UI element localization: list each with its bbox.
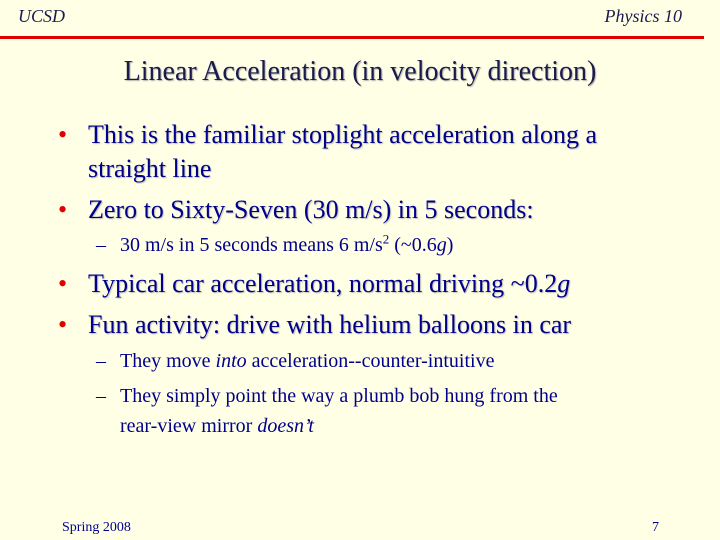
bullet-text: This is the familiar stoplight acceleration along a (88, 120, 598, 149)
subject-label: Physics 10 (604, 6, 682, 26)
dash-marker: – (96, 385, 106, 407)
slide-number: 7 (652, 520, 659, 535)
bullet-text: Zero to Sixty-Seven (30 m/s) in 5 seconds: (88, 195, 534, 224)
sub-bullet-text: 30 m/s in 5 seconds means 6 $m/s^2$ (~0.6g) (120, 231, 454, 256)
sub-bullet-text: They simply point the way a plumb bob hung from the (120, 385, 558, 407)
sub-bullet-text: rear-view mirror doesn’t (120, 415, 314, 437)
dash-marker: – (96, 350, 106, 372)
bullet-marker: • (58, 310, 68, 339)
slide-title: Linear Acceleration (in velocity direction) (123, 56, 597, 87)
bullet-marker: • (58, 269, 68, 298)
bullet-marker: • (58, 195, 68, 224)
dash-marker: – (96, 234, 106, 256)
bullet-text: Typical car acceleration, normal driving ~0.2g (88, 269, 571, 298)
course-label: UCSD (18, 6, 66, 26)
header-divider (0, 36, 704, 39)
bullet-text: Fun activity: drive with helium balloons in car (88, 310, 572, 339)
footer-date: Spring 2008 (62, 520, 131, 535)
bullet-text: straight line (88, 154, 212, 183)
sub-bullet-text: They move into acceleration--counter-intuitive (120, 350, 495, 372)
bullet-marker: • (58, 120, 68, 149)
